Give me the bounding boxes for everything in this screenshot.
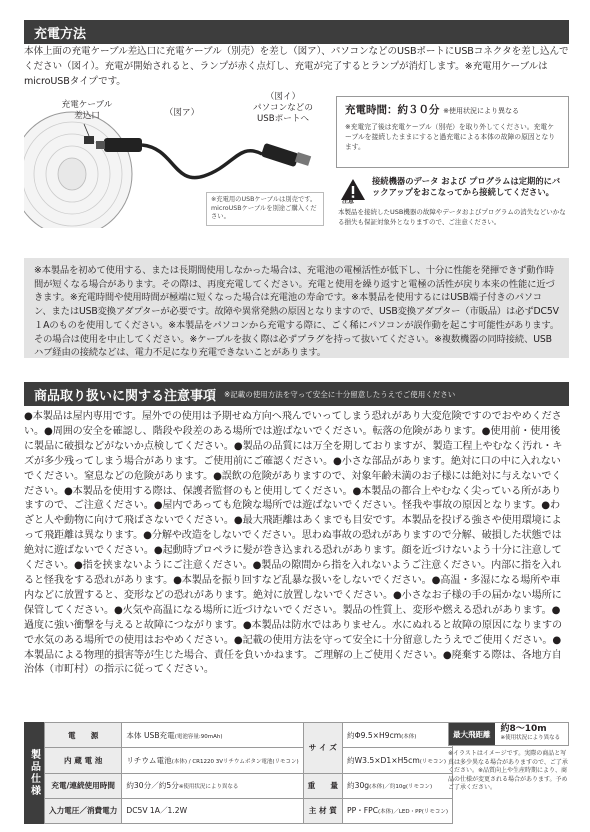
max-range-box	[448, 722, 569, 746]
spec-value: 約30分／約5分※使用状況により異なる	[122, 773, 303, 798]
spec-key: 主 材 質	[303, 798, 342, 823]
spec-key: 電 源	[45, 723, 122, 748]
illustration-footnote: ※イラストはイメージです。実際の商品と写真は多少異なる場合がありますので、ご了承ください。※品質向上や生産時期により、商品の仕様が変更される場合があります。予めご了承ください。	[448, 750, 568, 791]
spec-row	[45, 798, 453, 823]
max-range-value: 約8〜10m ※使用状況により異なる	[500, 724, 561, 741]
spec-value: PP・FPC(本体)／LED・PP(リモコン)	[343, 798, 453, 823]
warning-body: 本製品を接続したUSB機器の故障やデータおよびプログラムの消失などいかなる損失も保証対象外となりますので、ご注意ください。	[338, 208, 566, 226]
cable-sold-separately-note: ※充電用のUSBケーブルは別売です。microUSBケーブルを別途ご購入ください。	[206, 192, 324, 226]
charging-instructions: 本体上面の充電ケーブル差込口に充電ケーブル（別売）を差し（図ア）、パソコンなどのUSBポートにUSBコネクタを差し込んでください（図イ）。充電が開始されると、ランプが赤く点灯し、充電が完了するとランプが消灯します。※充電用ケーブルはmicroUSBタイプです。	[24, 46, 569, 87]
charging-section-header	[24, 20, 569, 44]
caution-title: 商品取り扱いに関する注意事項	[34, 388, 217, 404]
caution-text: ●本製品は屋内専用です。屋外での使用は予期せぬ方向へ飛んでいってしまう恐れがあり大変危険ですのでおやめください。●周囲の安全を確認し、階段や段差のある場所では遊ばないでください。転落の危険があります。●使用前・使用後に製品に破損などがないか点検してください。●製品の品質には万全を期しておりますが、製造工程上やむなく汚れ・キズが多少残ってしまう場合があります。ご使用前にご確認ください。●小さな部品があります。絶対に口の中に入れないでください。窒息などの危険があります。●誤飲の危険がありますので、対象年齢未満のお子様には絶対に与えないでください。●本製品を使用する際は、保護者監督のもと使用してください。●本製品の都合上やむなく尖っている所がありますので、ご注意ください。●屋内であっても危険な場所では遊ばないでください。怪我や事故の原因となります。●わざと人や動物に向けて飛ばさないでください。●最大飛距離はあくまでも目安です。本製品を投げる強さや使用環境によって飛距離は異なります。●分解や改造をしないでください。思わぬ事故の恐れがありますので分解、破損した状態では絶対に遊ばないでください。●起動時プロペラに髪が巻き込まれる恐れがあります。顔を近づけないよう十分に注意してください。●指を挟まないようにご注意ください。●製品の隙間から指を入れないようご注意ください。内部に指を入れると怪我をする恐れがあります。●本製品を振り回すなど乱暴な扱いをしないでください。●高温・多湿になる場所や車内などに放置すると、変形などの恐れがあります。絶対に放置しないでください。●小さなお子様の手の届かない場所に保管してください。●火気や高温になる場所に近づけないでください。製品の性質上、変形や燃える恐れがあります。●過度に強い衝撃を与えると故障につながります。●本製品は防水ではありません。水にぬれると故障の原因になりますので水気のある場所での使用はおやめください。●記載の使用方法を守って安全に十分留意したうえでご使用ください。●本製品による物理的損害等が生じた場合、責任を負いかねます。ご理解の上ご使用ください。●廃棄する際は、各地方自治体（市町村）の指示に従ってください。	[24, 411, 563, 676]
charging-title: 充電方法	[34, 26, 87, 42]
spec-value: 約Φ9.5×H9cm(本体)	[343, 723, 453, 748]
max-range-note: ※使用状況により異なる	[500, 735, 561, 741]
charge-time-description: ※充電完了後は充電ケーブル（別売）を取り外してください。充電ケーブルを接続したままにすると過充電による本体の故障の原因となります。	[345, 123, 556, 151]
spec-value: 本体 USB充電(電池容量:90mAh)	[122, 723, 303, 748]
charge-time-title: 充電時間：約３０分 ※使用状況により異なる	[345, 104, 520, 116]
spec-value: 約W3.5×D1×H5cm(リモコン)	[343, 748, 453, 773]
spec-title: 製品仕様	[24, 722, 44, 824]
spec-key: サ イ ズ	[303, 723, 342, 774]
spec-value: DC5V 1A／1.2W	[122, 798, 303, 823]
caution-section-header	[24, 382, 569, 406]
caution-header-note: ※記載の使用方法を守って安全に十分留意したうえでご使用ください	[224, 389, 456, 399]
spec-row	[45, 748, 453, 773]
spec-table	[44, 722, 453, 824]
spec-row	[45, 773, 453, 798]
spec-value: リチウム電池(本体) / CR1220 3Vリチウムボタン電池(リモコン)	[122, 748, 303, 773]
spec-key: 重 量	[303, 773, 342, 798]
port-label: 充電ケーブル 差込口	[61, 100, 113, 121]
max-range-label: 最大飛距離	[449, 723, 495, 745]
spec-key: 内 蔵 電 池	[45, 748, 122, 773]
spec-key: 入力電圧／消費電力	[45, 798, 122, 823]
charge-time-note: ※使用状況により異なる	[443, 107, 520, 115]
spec-value: 約30g(本体)／約10g(リモコン)	[343, 773, 453, 798]
charging-diagram	[24, 92, 324, 228]
spec-key: 充電/連続使用時間	[45, 773, 122, 798]
data-backup-warning	[336, 174, 569, 230]
warning-title: 接続機器のデータ および プログラムは定期的にバックアップをおこなってから接続してください。	[372, 176, 561, 197]
warning-caption: 注意	[342, 198, 355, 205]
figure-a-label: （図ア）	[164, 108, 200, 118]
spec-row	[45, 723, 453, 748]
battery-notice: ※本製品を初めて使用する、または長期間使用しなかった場合は、充電池の電極活性が低下し、十分に性能を発揮できず動作時間が短くなる場合があります。その際は、再度充電してください。充電と使用を繰り返すと電極の活性が戻り本来の性能に近づきます。※充電時間や使用時間が極端に短くなった場合は充電池の寿命です。※本製品を使用するにはUSB端子付きのパソコン、またはUSB変換アダプターが必要です。故障や異常発熱の原因となりますので、USB変換アダプター（市販品）は必ずDC5V１Aのものを使用してください。※本製品をパソコンから充電する際に、ごく稀にパソコンが誤作動を起こす可能性があります。その場合は使用を中止してください。※ケーブルを抜く際は必ずプラグを持って抜いてください。※複数機器の同時接続、USBハブ経由の接続などは、電力不足になり充電できないことがあります。	[24, 258, 569, 358]
figure-i-label: （図イ） パソコンなどの USBポートへ	[253, 92, 313, 124]
charge-time-box	[336, 96, 569, 168]
